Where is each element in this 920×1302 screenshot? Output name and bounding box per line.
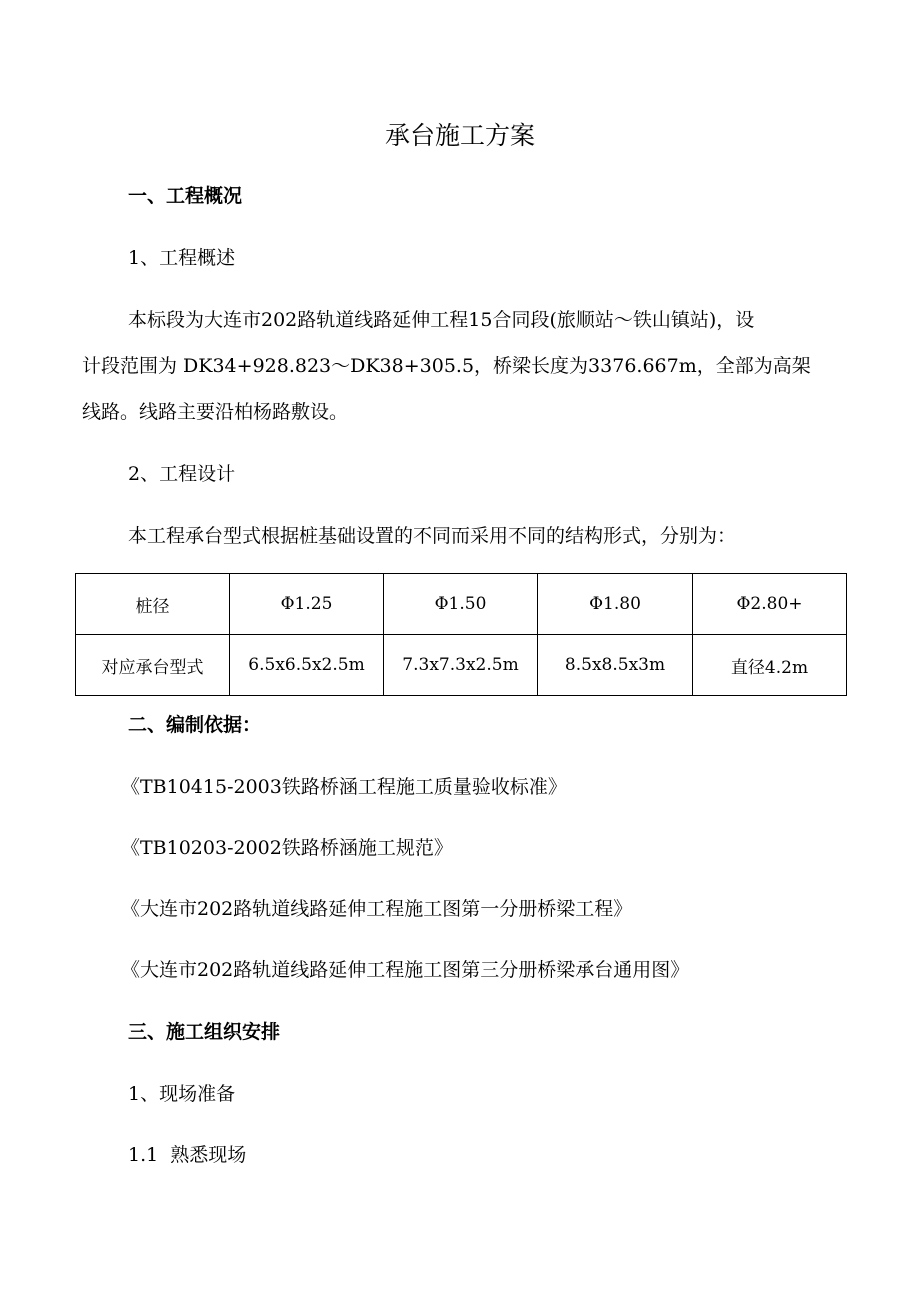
design-intro: 本工程承台型式根据桩基础设置的不同而采用不同的结构形式，分别为： — [128, 525, 737, 547]
table-header-cell: 对应承台型式 — [76, 635, 230, 696]
table-cell: 直径4.2m — [693, 635, 847, 696]
subsection-3-1-1-heading: 1.1 熟悉现场 — [128, 1144, 247, 1166]
table-cell: 8.5x8.5x3m — [538, 635, 693, 696]
section-1-heading: 一、工程概况 — [128, 185, 243, 207]
table-cell: 7.3x7.3x2.5m — [384, 635, 538, 696]
table-cell: 6.5x6.5x2.5m — [230, 635, 384, 696]
subsection-3-1-heading: 1、现场准备 — [128, 1083, 236, 1105]
table-cell: Φ1.80 — [538, 574, 693, 635]
reference-item: 《大连市202路轨道线路延伸工程施工图第一分册桥梁工程》 — [121, 898, 633, 920]
table-row — [76, 635, 847, 696]
table-cell: Φ1.50 — [384, 574, 538, 635]
pile-cap-table — [75, 573, 847, 696]
reference-item: 《大连市202路轨道线路延伸工程施工图第三分册桥梁承台通用图》 — [121, 959, 690, 981]
table-cell: Φ1.25 — [230, 574, 384, 635]
reference-item: 《TB10415-2003铁路桥涵工程施工质量验收标准》 — [121, 776, 567, 798]
table-row — [76, 574, 847, 635]
overview-line-1: 本标段为大连市202路轨道线路延伸工程15合同段(旅顺站～铁山镇站)，设 — [128, 309, 755, 331]
section-3-heading: 三、施工组织安排 — [128, 1021, 281, 1043]
document-title: 承台施工方案 — [384, 121, 535, 150]
subsection-1-1-heading: 1、工程概述 — [128, 247, 236, 269]
reference-item: 《TB10203-2002铁路桥涵施工规范》 — [121, 837, 453, 859]
overview-line-2: 计段范围为 DK34+928.823～DK38+305.5，桥梁长度为3376.667m，全部为高架 — [82, 355, 811, 377]
section-2-heading: 二、编制依据： — [128, 714, 262, 736]
overview-line-3: 线路。线路主要沿柏杨路敷设。 — [82, 401, 349, 423]
subsection-1-2-heading: 2、工程设计 — [128, 463, 236, 485]
table-header-cell: 桩径 — [76, 574, 230, 635]
table-cell: Φ2.80+ — [693, 574, 847, 635]
